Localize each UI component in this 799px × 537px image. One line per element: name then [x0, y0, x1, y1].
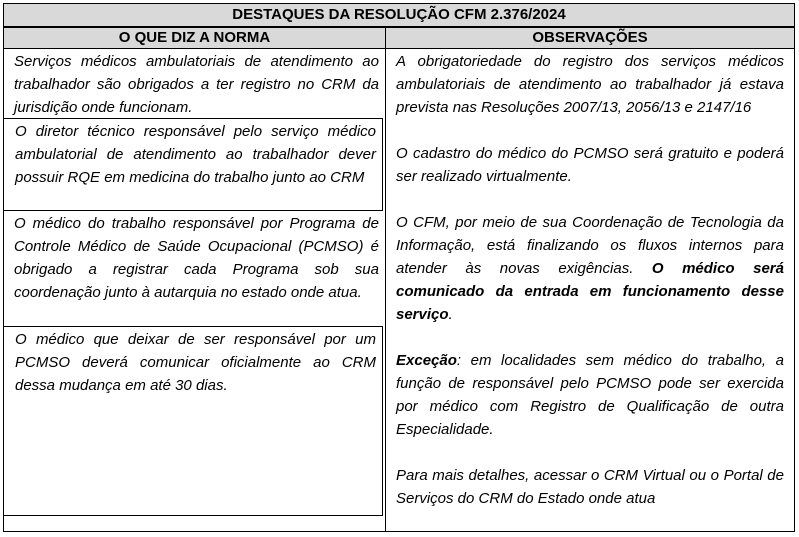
observacao-paragraph: O cadastro do médico do PCMSO será gratuito e poderá ser realizado virtualmente.	[396, 145, 784, 185]
column-header-observacoes: OBSERVAÇÕES	[385, 27, 795, 49]
observacao-text: : em localidades sem médico do trabalho, a função de responsável pelo PCMSO pode ser exercida por médico com Registro de Qualificação de outra Especialidade.	[396, 352, 784, 438]
norma-item: O diretor técnico responsável pelo serviço médico ambulatorial de atendimento ao trabalhador dever possuir RQE em medicina do trabalho junto ao CRM	[3, 118, 383, 211]
table-title: DESTAQUES DA RESOLUÇÃO CFM 2.376/2024	[3, 3, 795, 27]
observacao-paragraph	[396, 349, 784, 441]
norma-item: O médico do trabalho responsável por Programa de Controle Médico de Saúde Ocupacional (PCMSO) é obrigado a registrar cada Programa sob sua coordenação junto à autarquia no estado onde atua.	[14, 215, 379, 301]
observacao-paragraph	[396, 211, 784, 326]
observacoes-cell	[386, 49, 795, 532]
observacao-paragraph: A obrigatoriedade do registro dos serviços médicos ambulatoriais de atendimento ao trabalhador já estava prevista nas Resoluções 2007/13, 2056/13 e 2147/16	[396, 53, 784, 116]
column-header-norma: O QUE DIZ A NORMA	[3, 27, 386, 49]
norma-item: O médico que deixar de ser responsável por um PCMSO deverá comunicar oficialmente ao CRM dessa mudança em até 30 dias.	[3, 326, 383, 516]
observacao-text: .	[448, 306, 453, 323]
excecao-label: Exceção	[396, 352, 457, 369]
observacao-paragraph: Para mais detalhes, acessar o CRM Virtual ou o Portal de Serviços do CRM do Estado onde atua	[396, 467, 784, 507]
observacao-text: O CFM, por meio de sua Coordenação de Tecnologia da Informação, está finalizando os fluxos internos para atender às novas exigências.	[396, 214, 784, 277]
observacao-bold: O médico será comunicado da entrada em funcionamento desse serviço	[396, 260, 784, 323]
norma-item: Serviços médicos ambulatoriais de atendimento ao trabalhador são obrigados a ter registro no CRM da jurisdição onde funcionam.	[14, 53, 379, 116]
